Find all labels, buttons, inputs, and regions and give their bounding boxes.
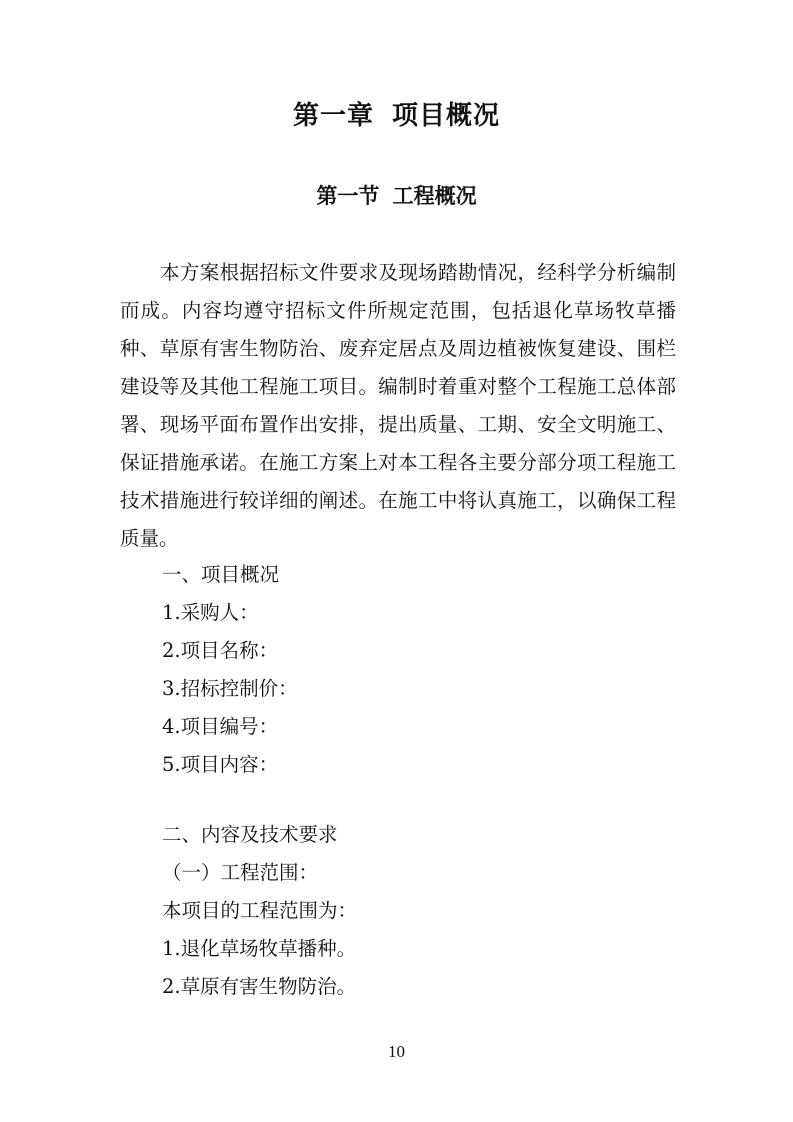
intro-paragraph: 本方案根据招标文件要求及现场踏勘情况，经科学分析编制而成。内容均遵守招标文件所规定范围，包括退化草场牧草播种、草原有害生物防治、废弃定居点及周边植被恢复建设、围栏建设等及其他工程施工项目。编制时着重对整个工程施工总体部署、现场平面布置作出安排，提出质量、工期、安全文明施工、保证措施承诺。在施工方案上对本工程各主要分部分项工程施工技术措施进行较详细的阐述。在施工中将认真施工，以确保工程质量。	[120, 261, 676, 550]
overview-item-purchaser: 1.采购人：	[162, 601, 259, 624]
overview-item-control-price: 3.招标控制价：	[162, 677, 298, 700]
overview-heading: 一、项目概况	[162, 563, 280, 586]
section-title: 第一节 工程概况	[316, 184, 477, 208]
chapter-title: 第一章 项目概况	[292, 101, 501, 131]
scope-item-grassland-seeding: 1.退化草场牧草播种。	[162, 937, 357, 960]
project-overview-section	[162, 556, 298, 784]
overview-item-project-number: 4.项目编号：	[162, 715, 279, 738]
requirements-heading: 二、内容及技术要求	[162, 823, 338, 846]
scope-intro: 本项目的工程范围为：	[162, 899, 358, 922]
overview-item-project-content: 5.项目内容：	[162, 753, 279, 776]
scope-subheading: （一）工程范围：	[162, 861, 319, 884]
scope-item-pest-control: 2.草原有害生物防治。	[162, 975, 357, 998]
overview-item-project-name: 2.项目名称：	[162, 639, 279, 662]
page-number: 10	[388, 1042, 405, 1061]
requirements-section	[162, 816, 357, 1006]
